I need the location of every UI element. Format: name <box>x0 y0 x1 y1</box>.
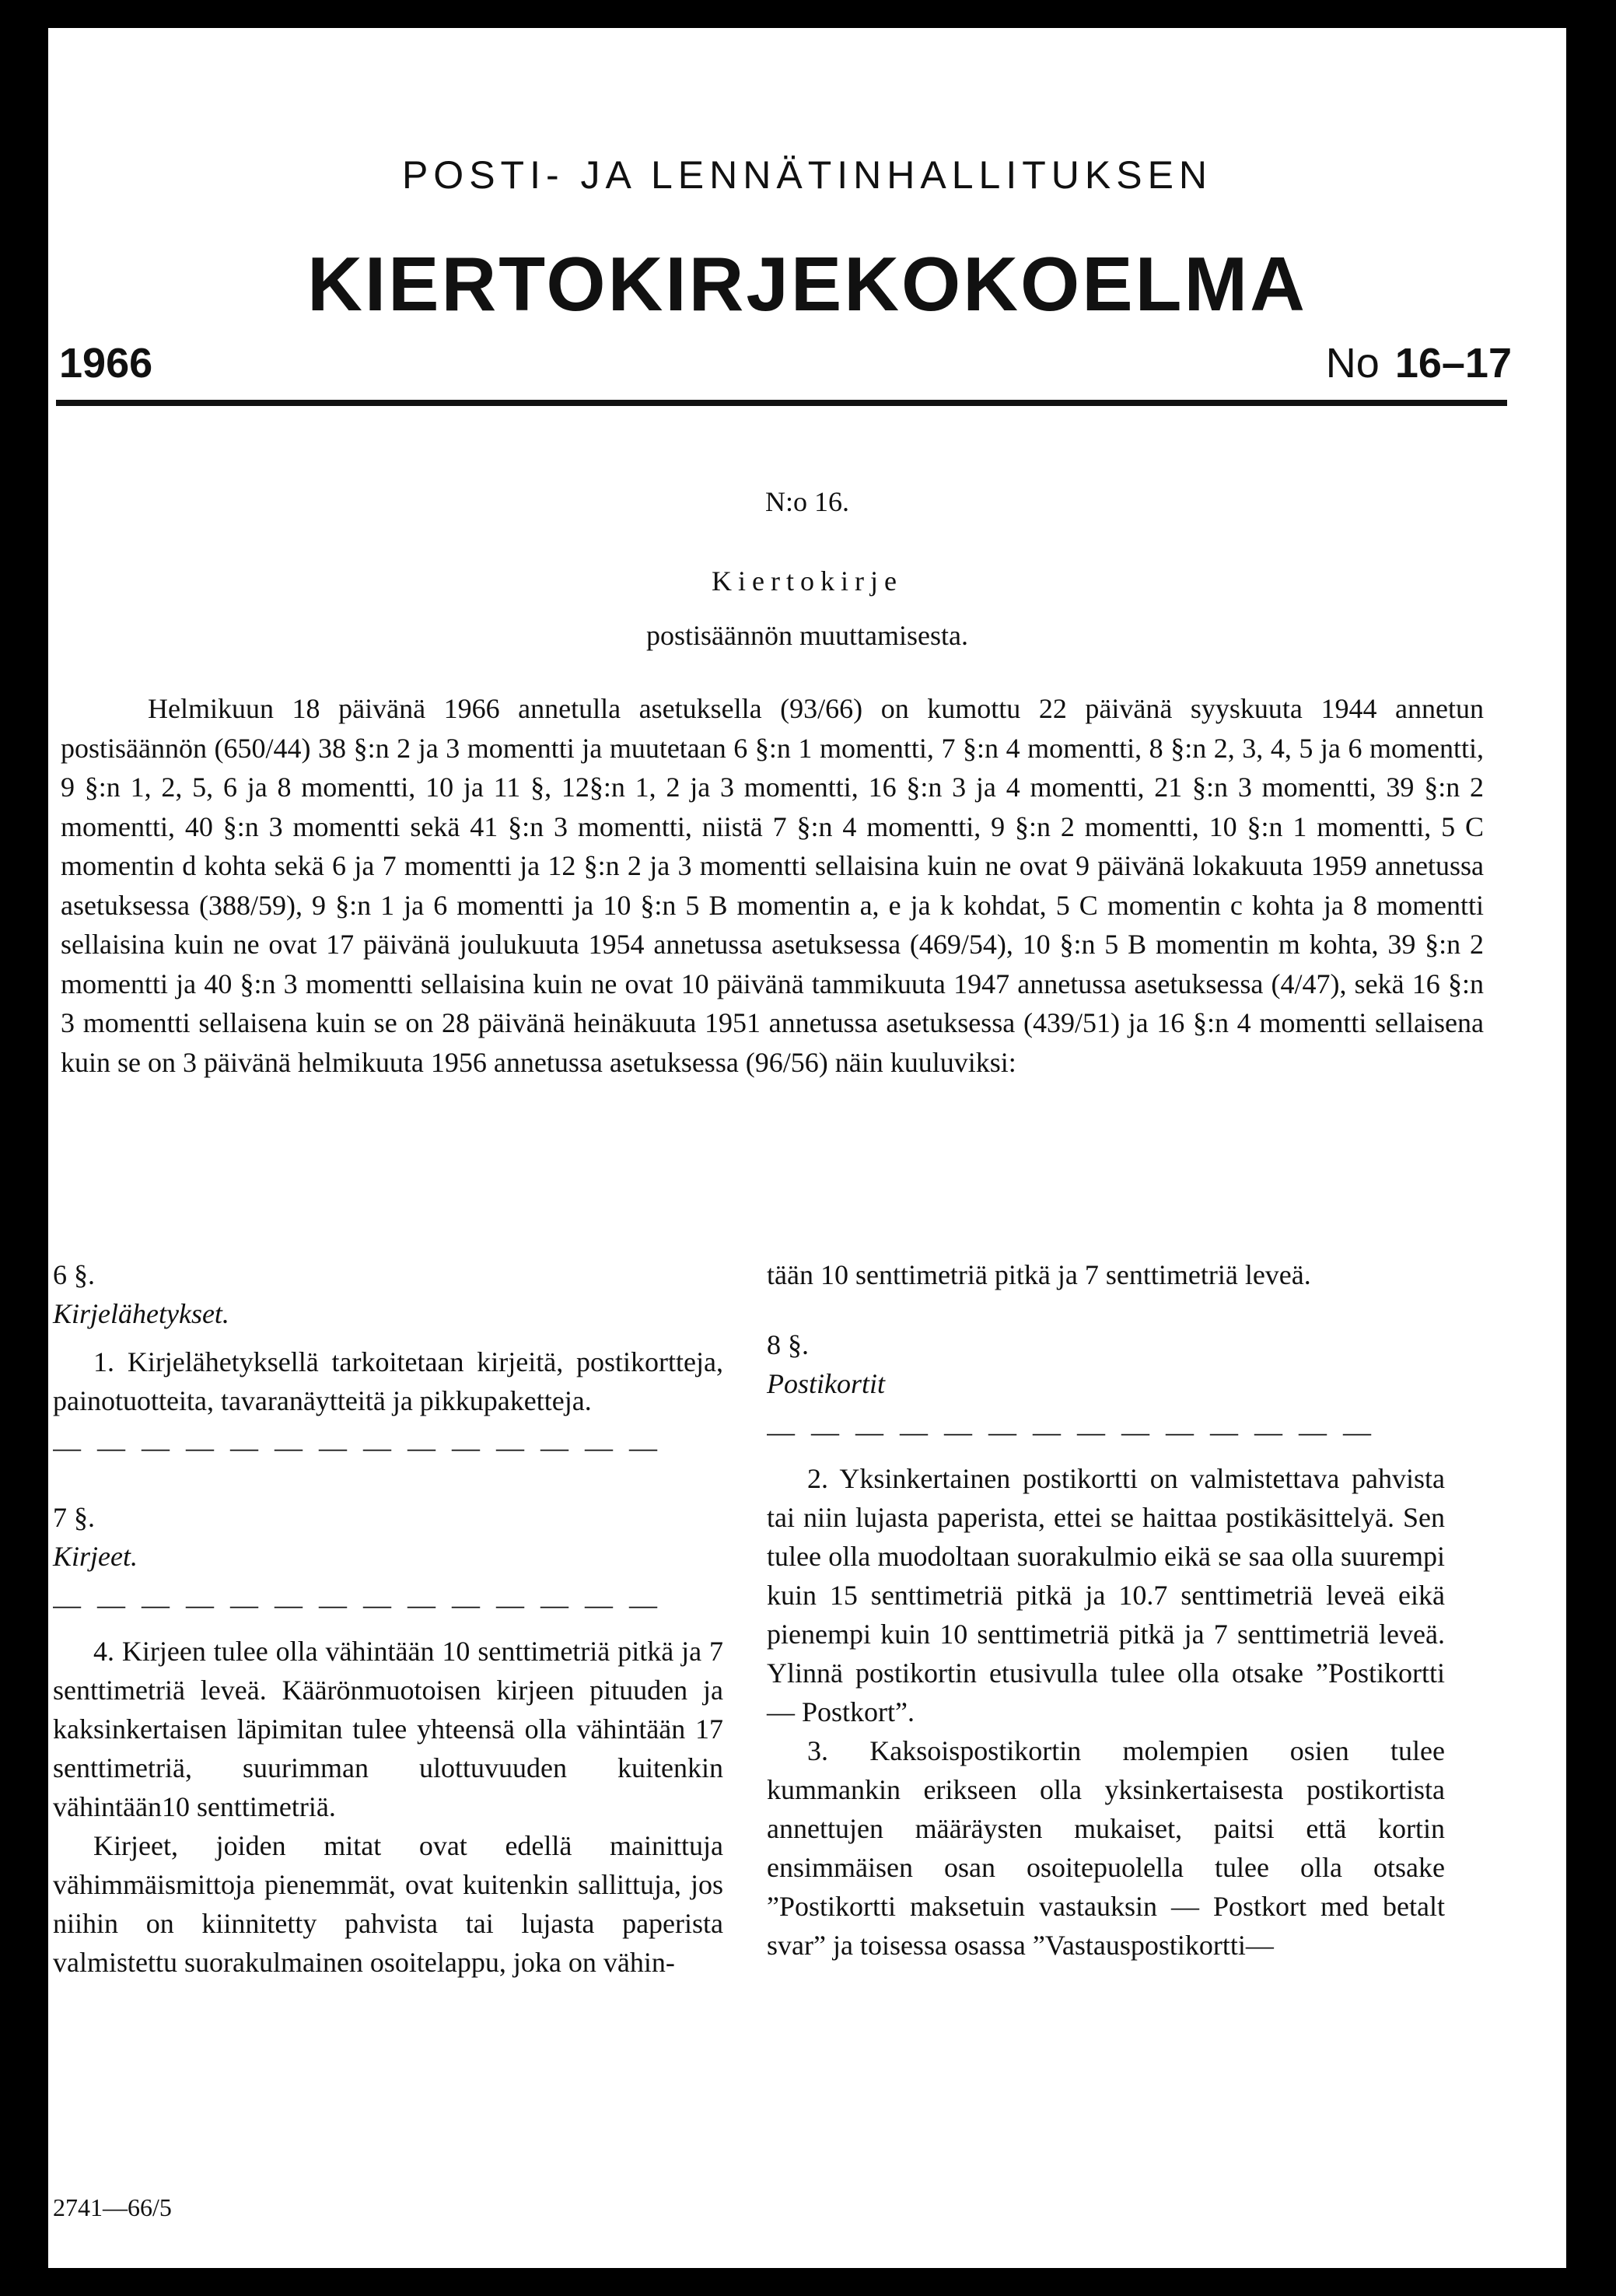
section-6-title: Kirjelähetykset. <box>53 1298 229 1329</box>
print-code: 2741—66/5 <box>53 2193 172 2221</box>
page <box>48 28 1566 2268</box>
masthead-number <box>1326 339 1512 387</box>
right-column <box>767 1255 1445 1965</box>
omission-dashes: — — — — — — — — — — — — — — <box>53 1589 662 1620</box>
masthead-rule <box>56 400 1507 406</box>
intro-paragraph: Helmikuun 18 päivänä 1966 annetulla asetuksella (93/66) on kumottu 22 päivänä syyskuuta 1944 annetun postisäännön (650/44) 38 §:n 2 ja 3 momentti ja muutetaan 6 §:n 1 momentti, 7 §:n 4 momentti, 8 §:n 2, 3, 4, 5 ja 6 momentti, 9 §:n 1, 2, 5, 6 ja 8 momentti, 10 ja 11 §, 12§:n 1, 2 ja 3 momentti, 16 §:n 3 ja 4 momentti, 21 §:n 3 momentti, 39 §:n 2 momentti, 40 §:n 3 momentti sekä 41 §:n 3 momentti, niistä 7 §:n 4 momentti, 9 §:n 2 momentti, 10 §:n 1 momentti, 5 C momentin d kohta sekä 6 ja 7 momentti ja 12 §:n 2 ja 3 momentti sellaisina kuin ne ovat 9 päivänä lokakuuta 1959 annetussa asetuksessa (388/59), 9 §:n 1 ja 6 momentti ja 10 §:n 5 B momentin a, e ja k kohdat, 5 C momentin c kohta ja 8 momentti sellaisina kuin ne ovat 17 päivänä joulukuuta 1954 annetussa asetuksessa (469/54), 10 §:n 5 B momentin m kohta, 39 §:n 2 momentti ja 40 §:n 3 momentti sellaisina kuin ne ovat 10 päivänä tammikuuta 1947 annetussa asetuksessa (4/47), sekä 16 §:n 3 momentti sellaisena kuin se on 28 päivänä heinäkuuta 1951 annetussa asetuksessa (439/51) ja 16 §:n 4 momentti sellaisena kuin se on 3 päivänä helmikuuta 1956 annetussa asetuksessa (96/56) näin kuuluviksi: <box>61 693 1484 1078</box>
section-8-paragraph-3: 3. Kaksoispostikortin molempien osien tulee kummankin erikseen olla yksinkertaisesta postikortista annettujen määräysten mukaiset, paitsi että kortin ensimmäisen osan osoitepuolella tulee olla otsake ”Postikortti maksetuin vastauksin — Postkort med betalt svar” ja toisessa osassa ”Vastauspostikortti— <box>767 1735 1445 1961</box>
section-7-heading: 7 §. <box>53 1502 95 1533</box>
masthead-number-label: No <box>1325 340 1380 387</box>
section-7-paragraph-5: Kirjeet, joiden mitat ovat edellä mainittuja vähimmäismittoja pienemmät, ovat kuitenkin sallittuja, jos niihin on kiinnitetty pahvista tai lujasta paperista valmistettu suorakulmainen osoitelappu, joka on vähin- <box>53 1830 723 1978</box>
omission-dashes: — — — — — — — — — — — — — — <box>53 1432 662 1463</box>
document-number: N:o 16. <box>765 486 849 517</box>
section-8-paragraph-2: 2. Yksinkertainen postikortti on valmistettava pahvista tai niin lujasta paperista, ettei se haittaa postikäsittelyä. Sen tulee olla muodoltaan suorakulmio eikä se saa olla suurempi kuin 15 senttimetriä pitkä ja 10.7 senttimetriä leveä eikä pienempi kuin 10 senttimetriä pitkä ja 7 senttimetriä leveä. Ylinnä postikortin etusivulla tulee olla otsake ”Postikortti — Postkort”. <box>767 1463 1445 1727</box>
masthead-title: KIERTOKIRJEKOKOELMA <box>307 241 1307 327</box>
masthead-authority: POSTI- JA LENNÄTINHALLITUKSEN <box>401 153 1213 197</box>
omission-dashes: — — — — — — — — — — — — — — <box>767 1416 1376 1447</box>
intro-section <box>61 689 1484 1082</box>
masthead-year: 1966 <box>59 340 153 387</box>
section-8-title: Postikortit <box>767 1368 885 1399</box>
section-7-title: Kirjeet. <box>53 1541 138 1572</box>
section-8-heading: 8 §. <box>767 1329 809 1360</box>
continued-text: tään 10 senttimetriä pitkä ja 7 senttimetriä leveä. <box>767 1259 1311 1290</box>
section-6-paragraph: 1. Kirjelähetyksellä tarkoitetaan kirjeitä, postikortteja, painotuotteita, tavaranäytteitä ja pikkupaketteja. <box>53 1346 723 1416</box>
document-subject: postisäännön muuttamisesta. <box>646 620 968 651</box>
document-type: Kiertokirje <box>712 565 903 597</box>
section-7-paragraph-4: 4. Kirjeen tulee olla vähintään 10 senttimetriä pitkä ja 7 senttimetriä leveä. Käärönmuotoisen kirjeen pituuden ja kaksinkertaisen läpimitan tulee yhteensä olla vähintään 17 senttimetriä, suurimman ulottuvuuden kuitenkin vähintään10 senttimetriä. <box>53 1636 723 1822</box>
masthead-number-value: 16–17 <box>1394 340 1512 387</box>
section-6-heading: 6 §. <box>53 1259 95 1290</box>
left-column <box>53 1255 723 1982</box>
